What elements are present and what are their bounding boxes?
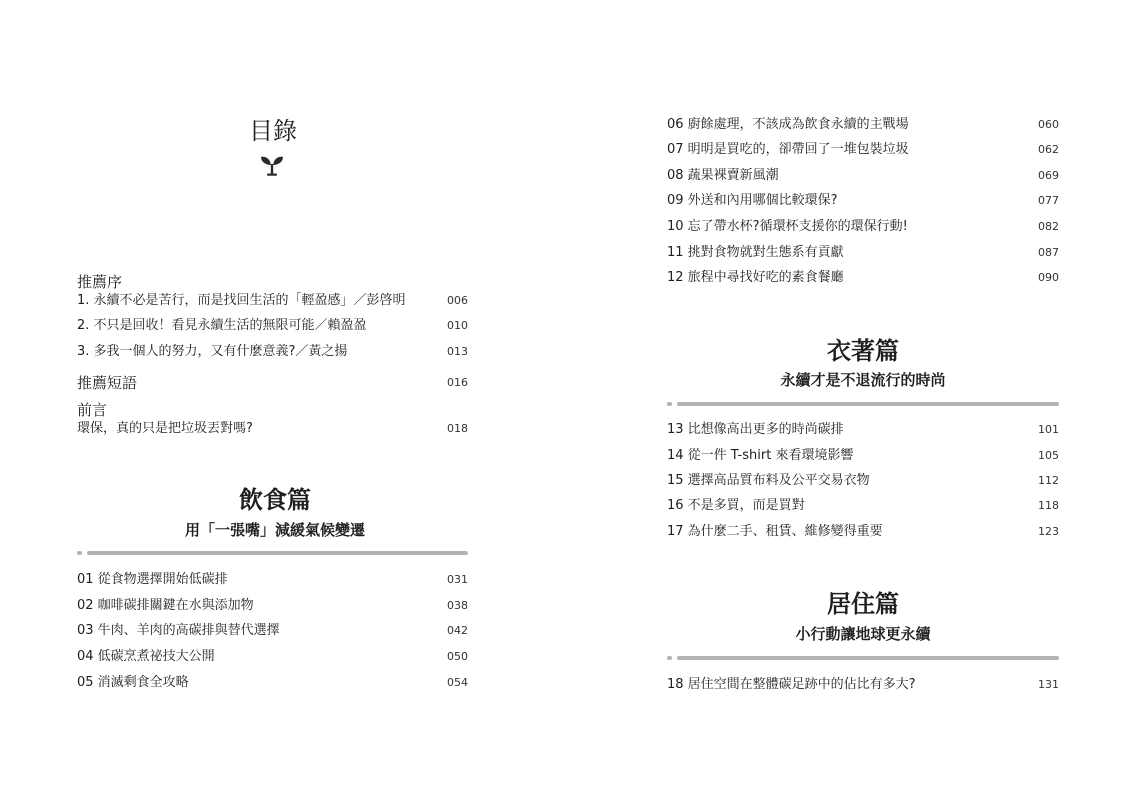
- toc-entry-page: 077: [1038, 194, 1059, 207]
- section-subtitle-housing: 小行動讓地球更永續: [795, 625, 931, 643]
- toc-entry-label: 環保，真的只是把垃圾丟對嗎?: [77, 421, 253, 436]
- toc-entry-label: 16 不是多買，而是買對: [667, 498, 805, 513]
- preface-heading: 推薦序: [77, 273, 123, 291]
- toc-entry-page: 054: [447, 676, 468, 689]
- section-title-housing: 居住篇: [827, 590, 899, 618]
- toc-entry-label: 1. 永續不必是苦行，而是找回生活的「輕盈感」／彭啓明: [77, 293, 406, 308]
- toc-entry[interactable]: [667, 166, 1059, 186]
- toc-entry-label: 11 挑對食物就對生態系有貢獻: [667, 245, 844, 260]
- toc-entry-label: 10 忘了帶水杯?循環杯支援你的環保行動!: [667, 219, 908, 234]
- toc-entry-label: 07 明明是買吃的，卻帶回了一堆包裝垃圾: [667, 142, 909, 157]
- toc-entry[interactable]: [77, 570, 468, 590]
- toc-entry-label: 12 旅程中尋找好吃的素食餐廳: [667, 270, 844, 285]
- toc-title: 目錄: [249, 117, 297, 145]
- toc-entry-page: 087: [1038, 246, 1059, 259]
- toc-entry-page: 018: [447, 422, 468, 435]
- toc-entry-label: 18 居住空間在整體碳足跡中的佔比有多大?: [667, 677, 916, 692]
- toc-entry[interactable]: [77, 291, 468, 311]
- intro-heading-row: [77, 400, 468, 420]
- toc-entry-label: 01 從食物選擇開始低碳排: [77, 572, 228, 587]
- toc-entry[interactable]: [667, 446, 1059, 466]
- section-title-clothing: 衣著篇: [827, 337, 899, 365]
- toc-entry-page: 112: [1038, 474, 1059, 487]
- toc-entry[interactable]: [77, 596, 468, 616]
- toc-entry-page: 101: [1038, 423, 1059, 436]
- toc-entry-label: 15 選擇高品質布料及公平交易衣物: [667, 473, 870, 488]
- section-subtitle-clothing: 永續才是不退流行的時尚: [780, 371, 946, 389]
- toc-entry[interactable]: [667, 115, 1059, 135]
- toc-entry[interactable]: [77, 647, 468, 667]
- toc-entry-page: 123: [1038, 525, 1059, 538]
- toc-entry-label: 3. 多我一個人的努力，又有什麼意義?／黃之揚: [77, 344, 348, 359]
- toc-entry-label: 17 為什麼二手、租賃、維修變得重要: [667, 524, 883, 539]
- section-rule: [677, 656, 1059, 660]
- toc-entry[interactable]: [77, 673, 468, 693]
- toc-entry[interactable]: [77, 419, 468, 439]
- toc-entry-page: 082: [1038, 220, 1059, 233]
- section-title-food: 飲食篇: [239, 486, 311, 514]
- toc-entry-page: 031: [447, 573, 468, 586]
- toc-entry[interactable]: [667, 471, 1059, 491]
- toc-entry-page: 013: [447, 345, 468, 358]
- toc-entry-page: 131: [1038, 678, 1059, 691]
- sprout-icon: [258, 153, 286, 177]
- toc-entry-label: 02 咖啡碳排關鍵在水與添加物: [77, 598, 254, 613]
- toc-entry-label: 14 從一件 T-shirt 來看環境影響: [667, 448, 854, 463]
- toc-entry-page: 042: [447, 624, 468, 637]
- short-heading: 推薦短語: [77, 374, 138, 392]
- toc-entry[interactable]: [667, 522, 1059, 542]
- toc-entry-page: 016: [447, 376, 468, 389]
- toc-entry-page: 006: [447, 294, 468, 307]
- toc-entry[interactable]: [667, 243, 1059, 263]
- toc-entry[interactable]: [667, 140, 1059, 160]
- toc-entry-page: 062: [1038, 143, 1059, 156]
- toc-entry-page: 010: [447, 319, 468, 332]
- toc-entry[interactable]: [667, 496, 1059, 516]
- preface-heading-row: [77, 272, 468, 292]
- toc-entry[interactable]: [667, 191, 1059, 211]
- toc-entry-page: 038: [447, 599, 468, 612]
- section-rule: [677, 402, 1059, 406]
- toc-entry-page: 069: [1038, 169, 1059, 182]
- toc-entry-label: 03 牛肉、羊肉的高碳排與替代選擇: [77, 623, 280, 638]
- toc-entry[interactable]: [667, 675, 1059, 695]
- toc-entry-label: 04 低碳烹煮祕技大公開: [77, 649, 215, 664]
- toc-entry[interactable]: [667, 268, 1059, 288]
- toc-entry-page: 118: [1038, 499, 1059, 512]
- toc-entry-label: 05 消滅剩食全攻略: [77, 675, 189, 690]
- toc-entry-label: 09 外送和內用哪個比較環保?: [667, 193, 838, 208]
- toc-entry-page: 090: [1038, 271, 1059, 284]
- toc-entry-page: 060: [1038, 118, 1059, 131]
- toc-entry[interactable]: [77, 342, 468, 362]
- toc-entry-page: 105: [1038, 449, 1059, 462]
- toc-entry[interactable]: [77, 373, 468, 393]
- toc-entry-label: 06 廚餘處理，不該成為飲食永續的主戰場: [667, 117, 909, 132]
- toc-entry[interactable]: [77, 316, 468, 336]
- toc-entry-label: 2. 不只是回收！看見永續生活的無限可能／賴盈盈: [77, 318, 367, 333]
- toc-entry-label: 13 比想像高出更多的時尚碳排: [667, 422, 844, 437]
- toc-entry-page: 050: [447, 650, 468, 663]
- toc-entry[interactable]: [667, 217, 1059, 237]
- toc-entry[interactable]: [667, 420, 1059, 440]
- toc-entry-label: 08 蔬果裸賣新風潮: [667, 168, 779, 183]
- intro-heading: 前言: [77, 401, 108, 419]
- section-rule: [87, 551, 468, 555]
- toc-entry[interactable]: [77, 621, 468, 641]
- section-subtitle-food: 用「一張嘴」減緩氣候變遷: [184, 521, 365, 539]
